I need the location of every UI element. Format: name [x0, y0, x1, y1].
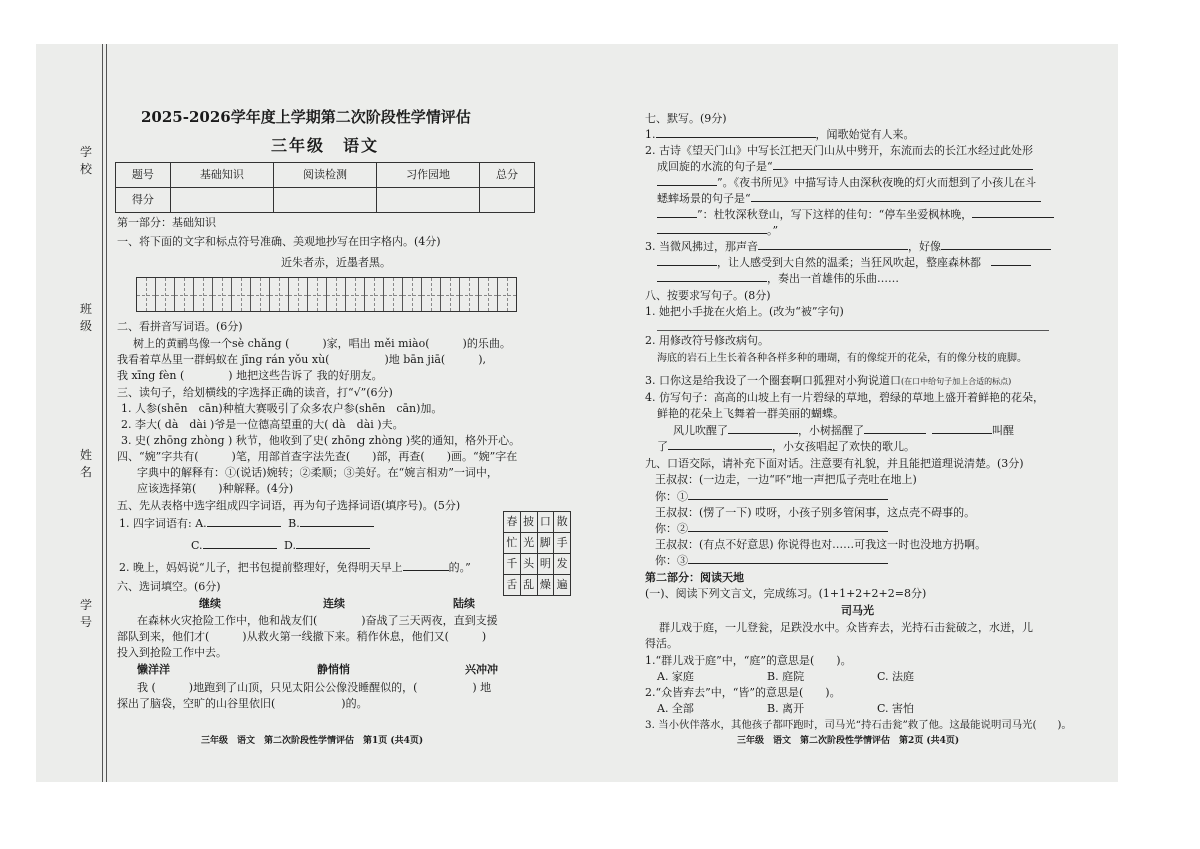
answer-blank[interactable]: [207, 526, 281, 527]
answer-blank[interactable]: [758, 249, 908, 250]
char-cell: 舌: [504, 575, 521, 596]
answer-blank[interactable]: [657, 217, 697, 218]
answer-line[interactable]: [657, 330, 1049, 331]
char-cell: 口: [537, 512, 554, 533]
q6-word: 静悄悄: [317, 663, 350, 676]
char-selection-grid: [503, 511, 571, 596]
reading-question: 2.“众皆弃去”中，“皆”的意思是( )。: [645, 686, 841, 699]
score-cell[interactable]: [377, 188, 480, 213]
q2-line: 我看着草丛里一群蚂蚁在 jīng rán yǒu xù( )地 bān jiā( ),: [117, 353, 486, 366]
q7-item: 2. 古诗《望天门山》中写长江把天门山从中劈开，东流而去的长江水经过此处形: [645, 144, 1033, 157]
margin-line-inner: [106, 44, 107, 782]
q3-item: 1. 人参(shēn cān)种植大赛吸引了众多农户参(shēn cān)加。: [121, 402, 443, 415]
q6-paragraph-line: 我 ( )地跑到了山顶，只见太阳公公像没睡醒似的，( ) 地: [137, 681, 492, 694]
q5-sentence: 2. 晚上，妈妈说“儿子，把书包提前整理好，免得明天早上 的。”: [119, 561, 471, 574]
char-cell: 明: [537, 554, 554, 575]
q9-dialogue: 王叔叔：(一边走，一边“吥”地一声把瓜子壳吐在地上): [655, 473, 917, 486]
q2-line: 树上的黄鹂鸟像一个sè chǎng ( )家，唱出 měi miào( )的乐曲。: [133, 337, 511, 350]
option[interactable]: B. 离开: [767, 702, 805, 715]
score-table: [115, 162, 535, 213]
q3-heading: 三、读句子，给划横线的字选择正确的读音，打“√”(6分): [117, 386, 393, 399]
q7-line: ”。《夜书所见》中描写诗人由深秋夜晚的灯火而想到了小孩儿在斗: [657, 176, 1036, 190]
q5-words-row: C. D.: [191, 539, 370, 553]
answer-blank[interactable]: [657, 265, 717, 266]
page-1: [111, 44, 571, 782]
page-footer: 三年级 语文 第二次阶段性学情评估 第1页 (共4页): [201, 736, 424, 746]
part1-heading: 第一部分：基础知识: [117, 216, 216, 229]
passage-text: 群儿戏于庭，一儿登瓮，足跌没水中。众皆弃去，光持石击瓮破之，水迸，儿: [659, 621, 1033, 634]
char-cell: 乱: [520, 575, 537, 596]
answer-blank[interactable]: [657, 281, 767, 282]
score-header: 总分: [480, 163, 535, 188]
answer-blank[interactable]: [657, 185, 717, 186]
q1-text: 近朱者赤，近墨者黑。: [281, 256, 391, 269]
q2-line: 我 xīng fèn ( ) 地把这些告诉了 我的好朋友。: [117, 369, 383, 382]
answer-blank[interactable]: [728, 433, 798, 434]
answer-blank[interactable]: [972, 217, 1054, 218]
reading-question: 3. 当小伙伴落水，其他孩子都吓跑时，司马光“持石击瓮”救了他。这最能说明司马光( )。: [645, 719, 1072, 731]
score-row-label: 得分: [116, 188, 171, 213]
q7-line: 蟋蟀场景的句子是“: [657, 192, 1041, 206]
q6-paragraph-line: 投入到抢险工作中去。: [117, 646, 227, 659]
char-cell: 忙: [504, 533, 521, 554]
q4-line: 四、“婉”字共有( )笔，用部首查字法先查( )部，再查( )画。“婉”字在: [117, 450, 518, 463]
q6-word: 陆续: [453, 597, 475, 610]
char-cell: 手: [554, 533, 571, 554]
gutter-number: 学号: [79, 598, 92, 629]
answer-blank[interactable]: [656, 137, 816, 138]
part2-heading: 第二部分：阅读天地: [645, 571, 744, 584]
exam-title: 2025-2026学年度上学期第二次阶段性学情评估: [141, 108, 471, 126]
answer-blank[interactable]: [864, 433, 926, 434]
q4-line: 字典中的解释有：①(说话)婉转；②柔顺；③美好。在“婉言相劝”一词中，: [137, 466, 498, 479]
q6-word: 懒洋洋: [137, 663, 170, 676]
q7-item: 1. ，闻歌始觉有人来。: [645, 128, 915, 141]
q4-line: 应该选择第( )种解释。(4分): [137, 482, 294, 495]
q7-line: ，奏出一首雄伟的乐曲……: [657, 272, 899, 286]
q5-words-row: 1. 四字词语有: A. B.: [119, 517, 374, 531]
q7-line: ，让人感受到大自然的温柔；当狂风吹起，整座森林都: [657, 256, 1031, 270]
q9-reply: 你：②: [655, 522, 888, 536]
answer-blank[interactable]: [203, 548, 277, 549]
answer-blank[interactable]: [300, 526, 374, 527]
q8-item: 4. 仿写句子：高高的山坡上有一片碧绿的草地，碧绿的草地上盛开着鲜艳的花朵，: [645, 391, 1044, 404]
q8-line: 鲜艳的花朵上飞舞着一群美丽的蝴蝶。: [657, 407, 844, 420]
margin-line-outer: [102, 44, 103, 782]
char-cell: 脚: [537, 533, 554, 554]
q9-reply: 你：③: [655, 554, 888, 568]
char-cell: 披: [520, 512, 537, 533]
option[interactable]: B. 庭院: [767, 670, 805, 683]
q7-line: 成回旋的水流的句子是“: [657, 160, 1033, 174]
char-cell: 遍: [554, 575, 571, 596]
answer-blank[interactable]: [657, 233, 767, 234]
q9-dialogue: 王叔叔：(愣了一下) 哎呀，小孩子别多管闲事，这点壳不碍事的。: [655, 506, 976, 519]
q1-heading: 一、将下面的文字和标点符号准确、美观地抄写在田字格内。(4分): [117, 235, 441, 248]
reading-question: 1.“群儿戏于庭”中，“庭”的意思是( )。: [645, 654, 852, 667]
score-header: 题号: [116, 163, 171, 188]
answer-blank[interactable]: [296, 548, 370, 549]
char-cell: 光: [520, 533, 537, 554]
answer-blank[interactable]: [991, 265, 1031, 266]
answer-blank[interactable]: [688, 499, 888, 500]
score-header: 习作园地: [377, 163, 480, 188]
q6-word: 兴冲冲: [465, 663, 498, 676]
page-2: [641, 44, 1101, 782]
char-cell: 春: [504, 512, 521, 533]
answer-blank[interactable]: [688, 531, 888, 532]
option[interactable]: A. 全部: [657, 702, 694, 715]
reading-instructions: (一)、阅读下列文言文，完成练习。(1+1+2+2+2=8分): [645, 587, 927, 600]
q8-item: 3. 口你这是给我设了一个圈套啊口狐狸对小狗说道口(在口中给句子加上合适的标点): [645, 374, 1012, 387]
q8-line: 了 ，小女孩唱起了欢快的歌儿。: [657, 440, 915, 453]
q8-sentence: 海底的岩石上生长着各种各样多种的珊瑚，有的像绽开的花朵，有的像分枝的鹿脚。: [657, 353, 1027, 364]
exam-sheet: [36, 44, 1118, 782]
answer-blank[interactable]: [688, 563, 888, 564]
char-cell: 千: [504, 554, 521, 575]
answer-blank[interactable]: [941, 249, 1051, 250]
page-footer: 三年级 语文 第二次阶段性学情评估 第2页 (共4页): [737, 736, 960, 746]
answer-blank[interactable]: [751, 201, 1041, 202]
q2-heading: 二、看拼音写词语。(6分): [117, 320, 243, 333]
answer-blank[interactable]: [773, 169, 1033, 170]
q6-paragraph-line: 在森林火灾抢险工作中，他和战友们( )奋战了三天两夜，直到支援: [137, 614, 498, 627]
passage-text: 得活。: [645, 637, 678, 650]
gutter-name: 姓名: [79, 448, 92, 479]
q6-heading: 六、选词填空。(6分): [117, 580, 221, 593]
q9-reply: 你：①: [655, 490, 888, 504]
answer-blank[interactable]: [403, 570, 449, 571]
score-header: 阅读检测: [273, 163, 376, 188]
q3-item: 3. 史( zhōng zhòng ) 秋节，他收到了史( zhōng zhòng )奖的通知，格外开心。: [121, 434, 521, 447]
char-cell: 散: [554, 512, 571, 533]
option[interactable]: C. 害怕: [877, 702, 915, 715]
q7-item: 3. 当微风拂过，那声音 ，好像: [645, 240, 1051, 254]
gutter-class: 班级: [79, 302, 92, 333]
q8-heading: 八、按要求写句子。(8分): [645, 289, 771, 302]
q3-item: 2. 李大( dà dài )爷是一位德高望重的大( dà dài )夫。: [121, 418, 404, 431]
q6-word: 继续: [199, 597, 221, 610]
q7-heading: 七、默写。(9分): [645, 112, 727, 125]
score-cell[interactable]: [480, 188, 535, 213]
q8-item: 2. 用修改符号修改病句。: [645, 334, 769, 347]
char-cell: 头: [520, 554, 537, 575]
answer-blank[interactable]: [668, 449, 772, 450]
q7-line: ”：杜牧深秋登山，写下这样的佳句：“停车坐爱枫林晚，: [657, 208, 1054, 222]
passage-title: 司马光: [841, 604, 874, 617]
q8-item: 1. 她把小手拢在火焰上。(改为“被”字句): [645, 305, 844, 318]
q9-dialogue: 王叔叔：(有点不好意思) 你说得也对……可我这一时也没地方扔啊。: [655, 538, 987, 551]
gutter-school: 学校: [79, 145, 92, 176]
q6-paragraph-line: 探出了脑袋，空旷的山谷里依旧( )的。: [117, 697, 368, 710]
exam-subtitle: 三年级 语文: [271, 136, 380, 155]
q6-word: 连续: [323, 597, 345, 610]
option[interactable]: C. 法庭: [877, 670, 915, 683]
q5-heading: 五、先从表格中选字组成四字词语，再为句子选择词语(填序号)。(5分): [117, 499, 461, 512]
option[interactable]: A. 家庭: [657, 670, 694, 683]
char-cell: 燥: [537, 575, 554, 596]
q7-line: 。”: [657, 224, 778, 238]
score-cell[interactable]: [273, 188, 376, 213]
q8-line: 风儿吹醒了 ，小树摇醒了 叫醒: [673, 424, 1014, 437]
answer-blank[interactable]: [932, 433, 992, 434]
tianzige-grid[interactable]: [136, 277, 517, 312]
q6-paragraph-line: 部队到来，他们才( )从救火第一线撤下来。稍作休息，他们又( ): [117, 630, 487, 643]
char-cell: 发: [554, 554, 571, 575]
q9-heading: 九、口语交际，请补充下面对话。注意要有礼貌，并且能把道理说清楚。(3分): [645, 457, 1024, 470]
score-cell[interactable]: [170, 188, 273, 213]
score-header: 基础知识: [170, 163, 273, 188]
